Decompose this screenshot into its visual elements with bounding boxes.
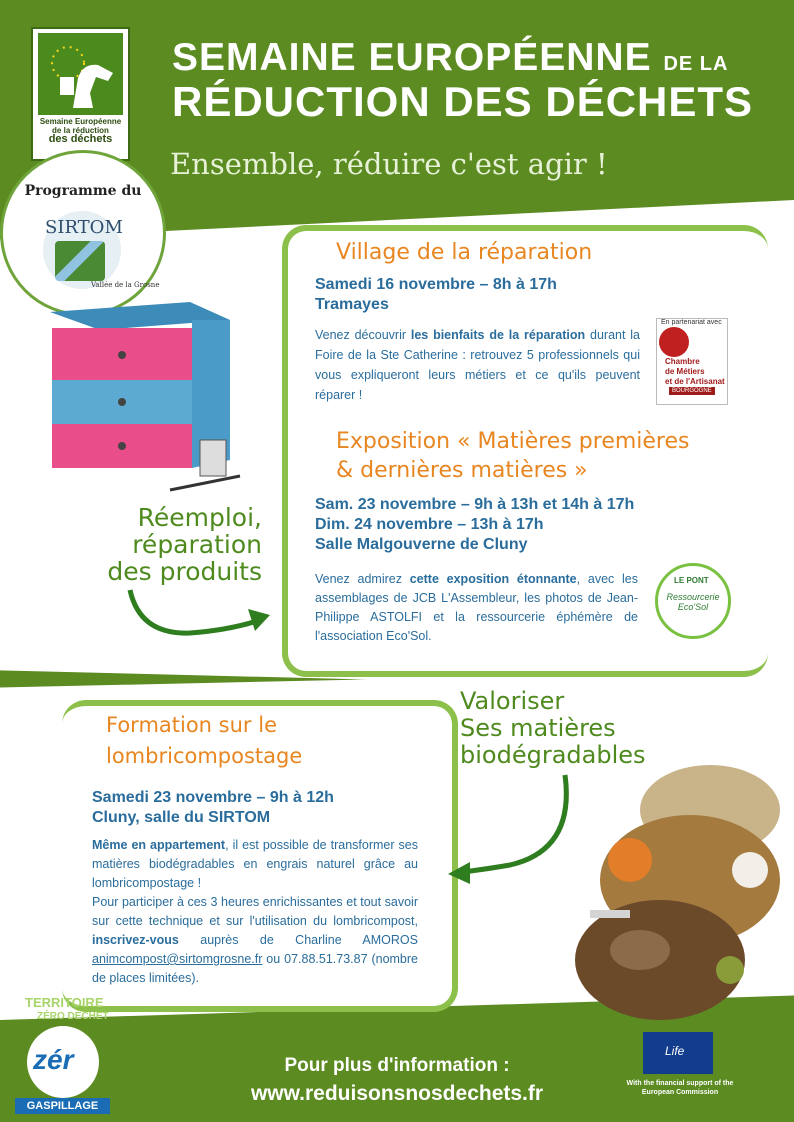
sedr-logo [31, 27, 130, 161]
sirtom-sub: Vallée de la Grosne [91, 281, 160, 289]
event3-title: Formation sur le lombricompostage [106, 713, 303, 768]
cma-icon [659, 327, 689, 357]
event2-title-1: Exposition « Matières premières [336, 429, 690, 454]
eu-life-logo: Life [643, 1032, 713, 1074]
hand-logo-icon [38, 33, 123, 115]
footer-url[interactable]: www.reduisonsnosdechets.fr [250, 1082, 544, 1105]
email-link[interactable]: animcompost@sirtomgrosne.fr [92, 952, 263, 966]
event1-text: Venez découvrir les bienfaits de la réparation durant la Foire de la Ste Catherine : retrouvez 5 professionnels qui vous expliqueront leurs métiers et ce qu'ils peuvent réparer ! [315, 328, 641, 402]
arrow-right-icon [120, 585, 280, 645]
event1-when: Samedi 16 novembre – 8h à 17h Tramayes [315, 276, 557, 313]
title-line1: SEMAINE EUROPÉENNE DE LA [172, 36, 729, 79]
event2-text: Venez admirez cette exposition étonnante, avec les assemblages de JCB L'Assembleur, les photos de Jean-Philippe ASTOLFI et la ressourcerie éphémère de l'association Eco'Sol. [315, 572, 638, 643]
sirtom-map-icon [55, 241, 105, 281]
ecosol-logo: LE PONT Ressourcerie Eco'Sol [655, 563, 731, 639]
title-line2: RÉDUCTION DES DÉCHETS [172, 78, 754, 125]
footer-info: Pour plus d'information : [284, 1055, 510, 1076]
logo-caption: Semaine Européenne de la réduction des déchets [39, 117, 122, 145]
programme-label: Programme du [24, 183, 142, 199]
event1-title: Village de la réparation [336, 240, 593, 265]
sirtom-logo: SIRTOM [43, 211, 121, 289]
tagline: Ensemble, réduire c'est agir ! [170, 147, 608, 181]
eu-support-text: With the financial support of the European Commission [626, 1080, 734, 1096]
valoriser-label: Valoriser Ses matières biodégradables [460, 687, 646, 769]
event2-title-2: & dernières matières » [336, 458, 588, 483]
event3-when: Samedi 23 novembre – 9h à 12h Cluny, salle du SIRTOM [92, 789, 334, 826]
sirtom-badge [0, 150, 166, 316]
event3-text: Même en appartement, il est possible de transformer ses matières biodégradables en engrais naturel grâce au lombricompostage ! Pour participer à ces 3 heures enrichissantes et tout savoir sur cette technique et sur l'utilisation du lombricompost, inscrivez-vous auprès de Charline AMOROS animcompost@sirtomgrosne.fr ou 07.88.51.73.87 (nombre de places limitées). [92, 838, 418, 985]
territoire-zero-dechet-logo: TERRITOIRE ZÉRO DÉCHET zér GASPILLAGE [15, 990, 110, 1115]
reemploi-label: Réemploi, réparation des produits [107, 503, 262, 586]
event2-when: Sam. 23 novembre – 9h à 13h et 14h à 17h Dim. 24 novembre – 13h à 17h Salle Malgouverne de Cluny [315, 496, 635, 553]
furniture-illustration [40, 300, 260, 500]
recycle-circle-icon: zér [27, 1026, 99, 1098]
arrow-left-icon [440, 770, 580, 890]
compost-illustration [570, 730, 790, 1040]
cma-logo: En partenariat avec Chambre de Métiers et de l'Artisanat BOURGOGNE [656, 318, 728, 405]
